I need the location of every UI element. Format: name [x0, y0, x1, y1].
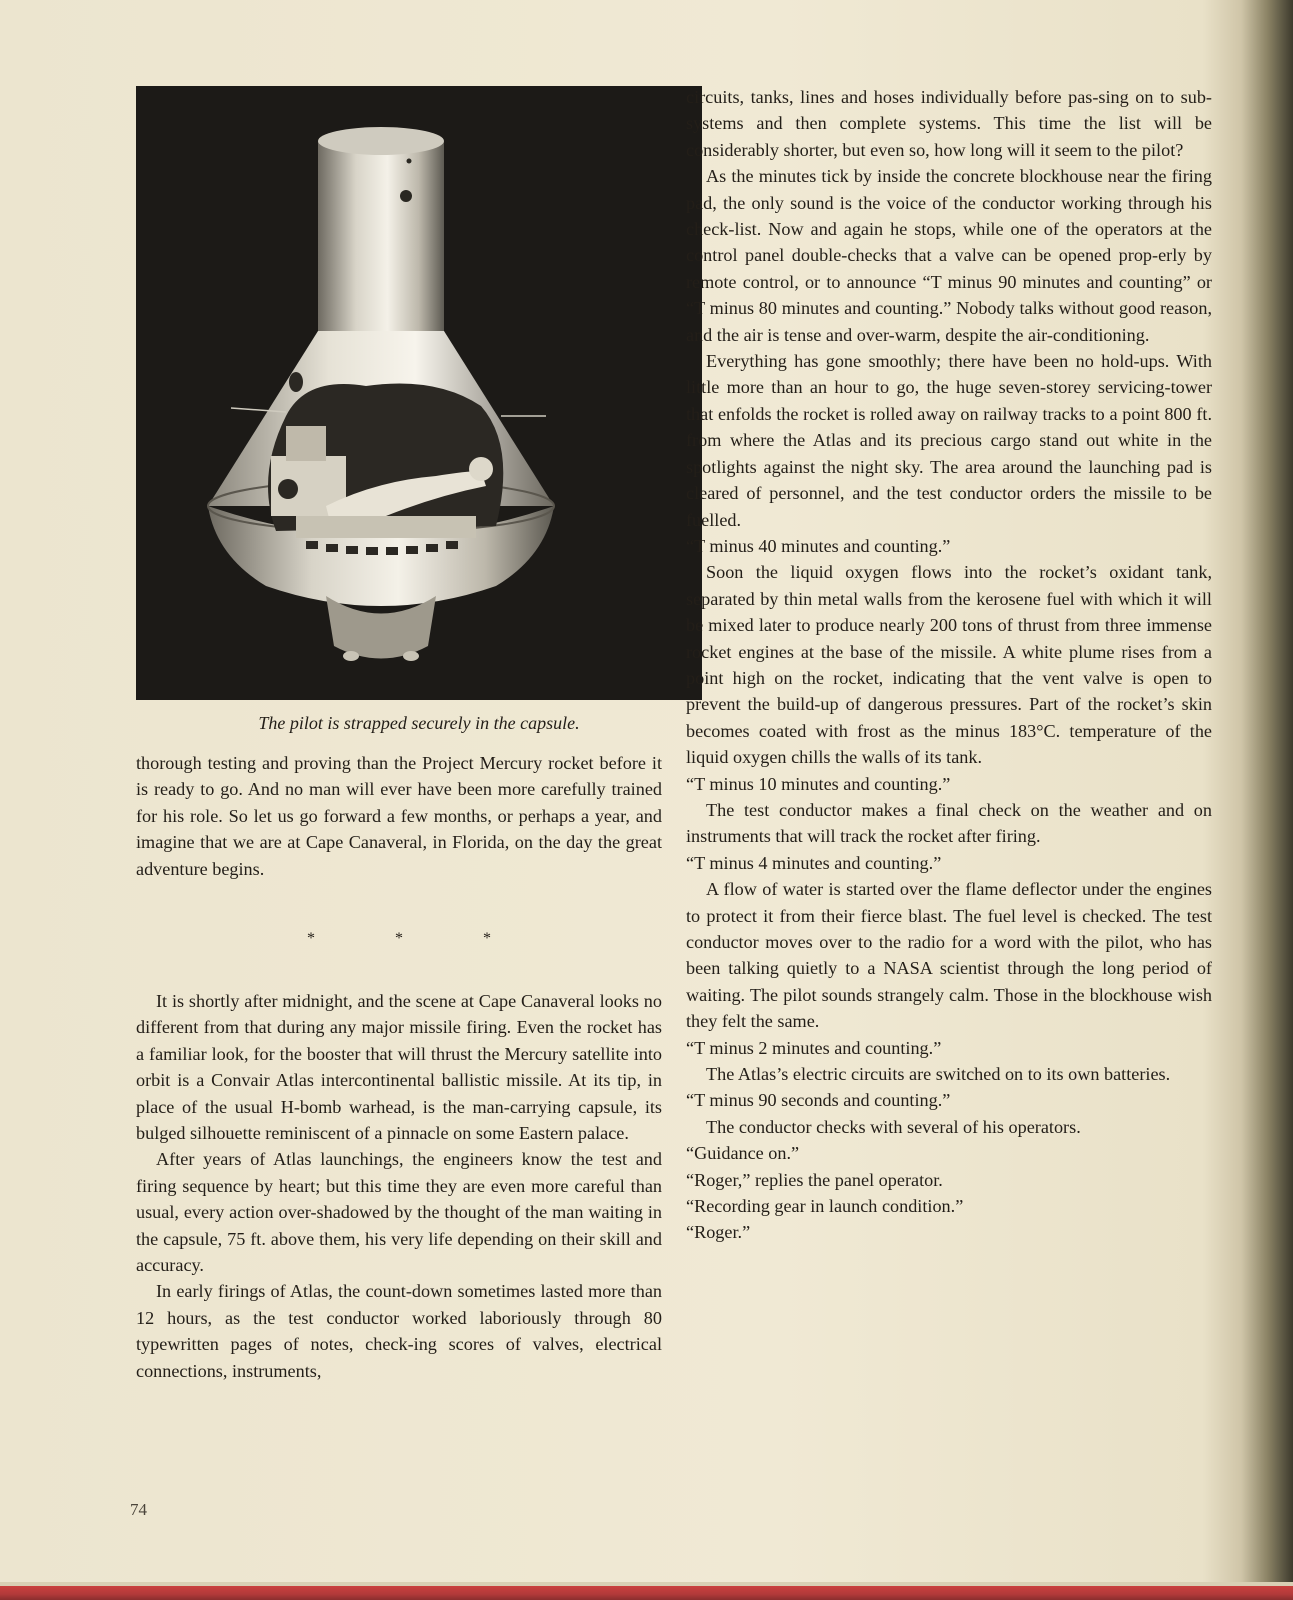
paragraph: “Guidance on.”: [686, 1143, 800, 1164]
paragraph: The Atlas’s electric circuits are switched on to its own batteries.: [706, 1064, 1171, 1085]
paragraph: In early firings of Atlas, the count-down sometimes lasted more than 12 hours, as the test conductor worked laboriously through 80 typewritten pages of notes, check-ing scores of valves, electrical connections, instruments,: [136, 1281, 662, 1381]
page-number: 74: [130, 1500, 147, 1519]
paragraph: “T minus 10 minutes and counting.”: [686, 773, 951, 794]
paragraph: The conductor checks with several of his operators.: [706, 1116, 1081, 1137]
separator-star: *: [307, 930, 315, 947]
paragraph: “T minus 4 minutes and counting.”: [686, 852, 942, 873]
paragraph: The test conductor makes a final check on the weather and on instruments that will track the rocket after firing.: [686, 799, 1212, 847]
paragraph: It is shortly after midnight, and the scene at Cape Canaveral looks no different from that during any major missile firing. Even the rocket has a familiar look, for the booster that will thrust the Mercury satellite into orbit is a Convair Atlas intercontinental ballistic missile. At its tip, in place of the usual H-bomb warhead, is the man-carrying capsule, its bulged silhouette reminiscent of a pinnacle on some Eastern palace.: [136, 991, 662, 1144]
paragraph: After years of Atlas launchings, the engineers know the test and firing sequence by heart; but this time they are even more careful than usual, every action over-shadowed by the thought of the man waiting in the capsule, 75 ft. above them, his very life depending on their skill and accuracy.: [136, 1149, 662, 1276]
paragraph: “T minus 90 seconds and counting.”: [686, 1090, 951, 1111]
section-separator: [136, 930, 662, 948]
paragraph: As the minutes tick by inside the concrete blockhouse near the firing pad, the only sound is the voice of the conductor working through his check-list. Now and again he stops, while one of the operators at the control panel double-checks that a valve can be opened prop-erly by remote control, or to announce “T minus 90 minutes and counting” or “T minus 80 minutes and counting.” Nobody talks without good reason, and the air is tense and over-warm, despite the air-conditioning.: [686, 166, 1212, 345]
figure-caption: The pilot is strapped securely in the capsule.: [258, 713, 580, 733]
paragraph: “Recording gear in launch condition.”: [686, 1196, 964, 1217]
paragraph: thorough testing and proving than the Project Mercury rocket before it is ready to go. And no man will ever have been more carefully trained for his role. So let us go forward a few months, or perhaps a year, and imagine that we are at Cape Canaveral, in Florida, on the day the great adventure begins.: [136, 753, 662, 879]
paragraph: Soon the liquid oxygen flows into the rocket’s oxidant tank, separated by thin metal walls from the kerosene fuel with which it will be mixed later to produce nearly 200 tons of thrust from three immense rocket engines at the base of the missile. A white plume rises from a point high on the rocket, indicating that the vent valve is open to prevent the build-up of dangerous pressures. Part of the rocket’s skin becomes coated with frost as the minus 183°C. temperature of the liquid oxygen chills the walls of its tank.: [686, 562, 1212, 768]
paragraph: Everything has gone smoothly; there have been no hold-ups. With little more than an hour to go, the huge seven-storey servicing-tower that enfolds the rocket is rolled away on railway tracks to a point 800 ft. from where the Atlas and its precious cargo stand out white in the spotlights against the night sky. The area around the launching pad is cleared of personnel, and the test conductor orders the missile to be fuelled.: [686, 351, 1212, 530]
right-column: [686, 84, 1212, 1246]
paragraph: “Roger.”: [686, 1222, 751, 1243]
paragraph: circuits, tanks, lines and hoses individually before pas-sing on to sub-systems and then complete systems. This time the list will be considerably shorter, but even so, how long will it seem to the pilot?: [686, 87, 1212, 160]
left-column-bottom: [136, 988, 662, 1384]
separator-star: *: [395, 930, 403, 947]
left-column-top: [136, 750, 662, 882]
paragraph: “T minus 40 minutes and counting.”: [686, 535, 951, 556]
paragraph: “T minus 2 minutes and counting.”: [686, 1037, 942, 1058]
paragraph: A flow of water is started over the flame deflector under the engines to protect it from their fierce blast. The fuel level is checked. The test conductor moves over to the radio for a word with the pilot, who has been talking quietly to a NASA scientist through the long period of waiting. The pilot sounds strangely calm. Those in the blockhouse wish they felt the same.: [686, 879, 1212, 1032]
separator-star: *: [483, 930, 491, 947]
book-edge-strip: [0, 1582, 1293, 1600]
capsule-illustration: [136, 86, 702, 700]
paragraph: “Roger,” replies the panel operator.: [686, 1169, 943, 1190]
